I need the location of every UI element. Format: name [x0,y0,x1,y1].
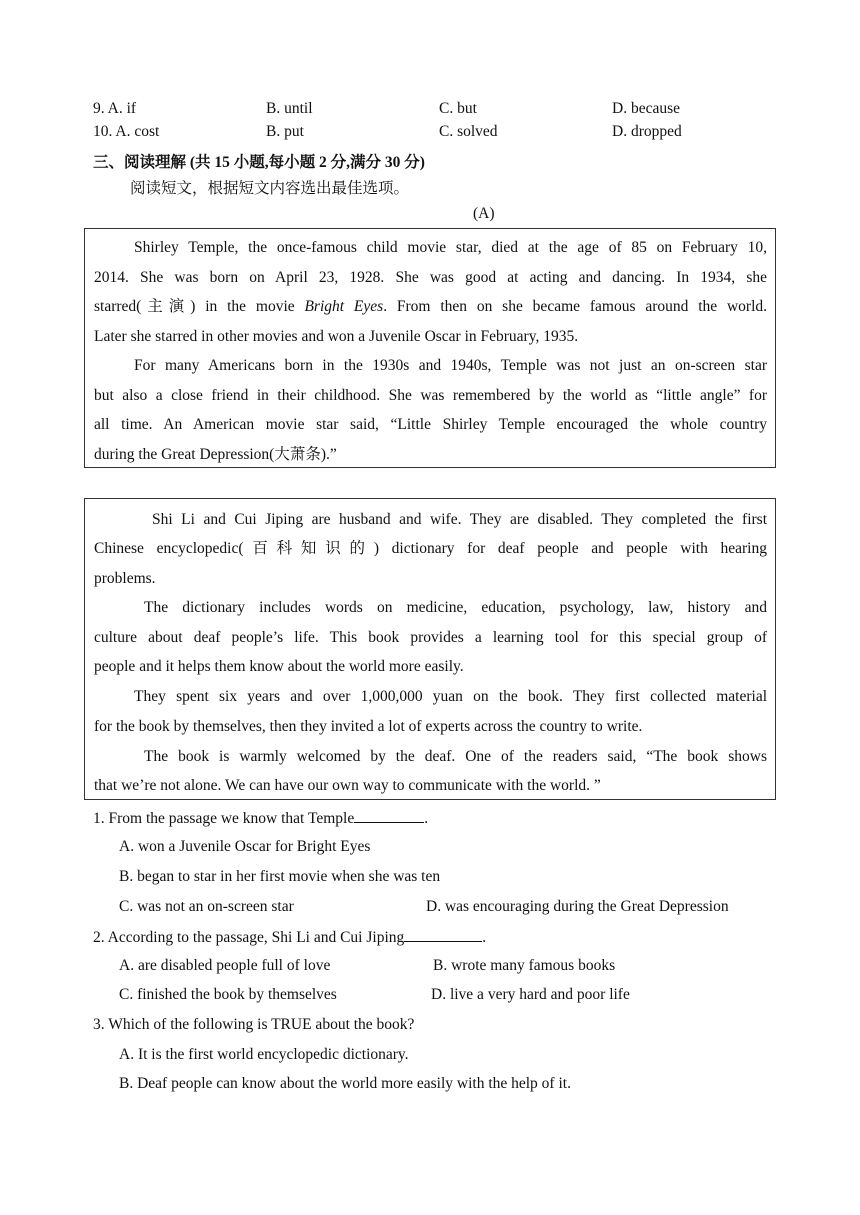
section-title: 三、阅读理解 (共 15 小题,每小题 2 分,满分 30 分) [93,154,425,171]
option-row-10 [93,123,793,145]
question-1-option-a[interactable]: A. won a Juvenile Oscar for Bright Eyes [119,838,371,855]
passage-line: but also a close friend in their childhood. She was remembered by the world as “little angle” for [94,387,767,404]
passage-line: all time. An American movie star said, “Little Shirley Temple encouraged the whole country [94,416,767,433]
passage-line: Chinese encyclopedic(百科知识的) dictionary for deaf people and people with hearing [94,540,767,557]
passage-line: The dictionary includes words on medicine, education, psychology, law, history and [144,599,767,616]
passage-line: Shirley Temple, the once-famous child movie star, died at the age of 85 on February 10, [134,239,767,256]
passage-line: for the book by themselves, then they invited a lot of experts across the country to write. [94,718,643,735]
question-3: 3. Which of the following is TRUE about the book? [93,1016,415,1033]
question-end: . [424,810,429,827]
question-end: . [482,929,487,946]
passage-line: that we’re not alone. We can have our own way to communicate with the world. ” [94,777,601,794]
passage-line: Later she starred in other movies and won a Juvenile Oscar in February, 1935. [94,328,579,345]
passage-line: during the Great Depression(大萧条).” [94,446,337,463]
answer-blank [404,927,482,942]
option-c: C. solved [439,123,498,140]
text-segment: . From then on she became famous around the world. [383,298,768,315]
passage-line: problems. [94,570,156,587]
passage-label: (A) [473,205,495,222]
passage-line: culture about deaf people’s life. This book provides a learning tool for this special group of [94,629,767,646]
passage-line: people and it helps them know about the world more easily. [94,658,464,675]
passage-line: Shi Li and Cui Jiping are husband and wife. They are disabled. They completed the first [152,511,767,528]
option-a: 10. A. cost [93,123,160,140]
option-b: B. until [266,100,313,117]
movie-title: Bright Eyes [304,298,384,315]
question-1 [93,808,428,828]
question-1-option-d[interactable]: D. was encouraging during the Great Depression [426,898,729,915]
question-3-option-b[interactable]: B. Deaf people can know about the world more easily with the help of it. [119,1075,571,1092]
option-a: 9. A. if [93,100,137,117]
passage-line: 2014. She was born on April 23, 1928. She was good at acting and dancing. In 1934, she [94,269,767,286]
option-row-9 [93,100,793,122]
option-d: D. because [612,100,680,117]
question-3-option-a[interactable]: A. It is the first world encyclopedic dictionary. [119,1046,409,1063]
question-2-option-a[interactable]: A. are disabled people full of love [119,957,331,974]
passage-a-box [84,228,776,468]
question-1-option-c[interactable]: C. was not an on-screen star [119,898,294,915]
question-1-option-b[interactable]: B. began to star in her first movie when she was ten [119,868,441,885]
section-instruction: 阅读短文，根据短文内容选出最佳选项。 [130,180,410,197]
option-c: C. but [439,100,477,117]
passage-line: The book is warmly welcomed by the deaf. One of the readers said, “The book shows [144,748,767,765]
passage-line: They spent six years and over 1,000,000 yuan on the book. They first collected material [134,688,767,705]
passage-line: For many Americans born in the 1930s and 1940s, Temple was not just an on-screen star [134,357,767,374]
question-2-option-d[interactable]: D. live a very hard and poor life [431,986,630,1003]
question-stem: 2. According to the passage, Shi Li and Cui Jiping [93,929,405,946]
option-d: D. dropped [612,123,682,140]
question-stem: 1. From the passage we know that Temple [93,810,355,827]
question-2-option-c[interactable]: C. finished the book by themselves [119,986,337,1003]
question-2-option-b[interactable]: B. wrote many famous books [433,957,616,974]
passage-line-with-title [94,297,767,317]
text-segment: starred(主演) in the movie [94,298,305,315]
answer-blank [354,808,424,823]
option-b: B. put [266,123,304,140]
passage-b-box [84,498,776,800]
question-2 [93,927,486,947]
